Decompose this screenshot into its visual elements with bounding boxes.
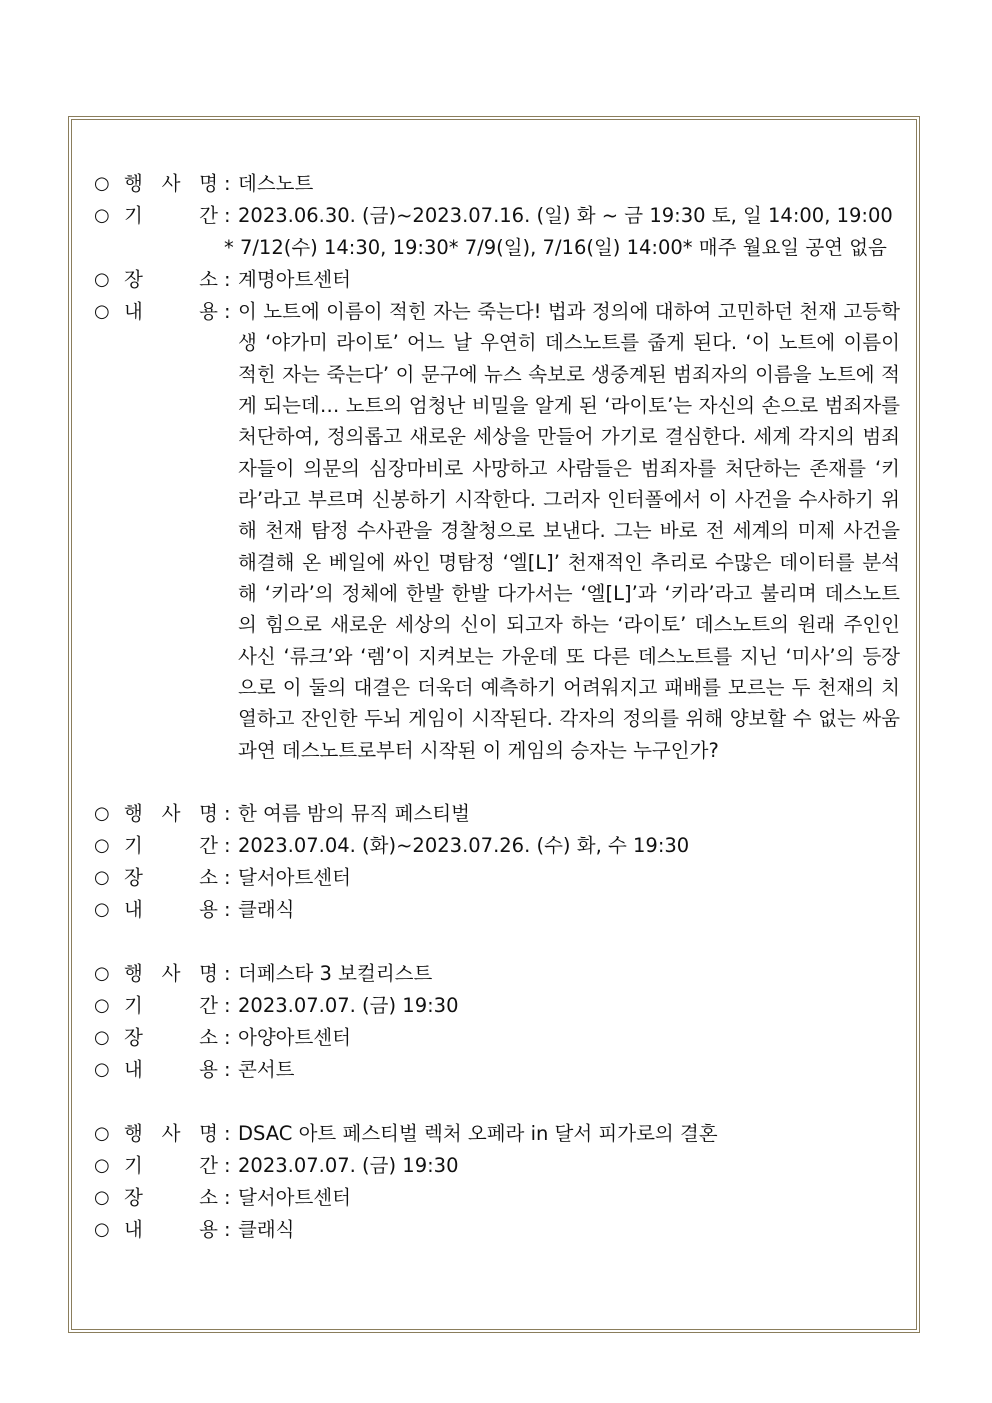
- event-place-row: [94, 862, 900, 894]
- event-place: 달서아트센터: [238, 1186, 352, 1210]
- label-place: 장 소: [124, 866, 218, 890]
- event-1: [94, 168, 900, 766]
- circle-bullet-icon: ○: [94, 963, 110, 985]
- circle-bullet-icon: ○: [94, 1187, 110, 1209]
- circle-bullet-icon: ○: [94, 205, 110, 226]
- colon: :: [224, 1058, 231, 1082]
- label-content: 내 용: [124, 1058, 218, 1082]
- event-name-row: [94, 168, 900, 200]
- colon: :: [224, 1218, 231, 1242]
- event-name-row: [94, 958, 900, 990]
- circle-bullet-icon: ○: [94, 899, 110, 921]
- circle-bullet-icon: ○: [94, 835, 110, 857]
- circle-bullet-icon: ○: [94, 1219, 110, 1241]
- colon: :: [224, 802, 231, 826]
- label-event-name: 행 사 명: [124, 1122, 218, 1146]
- spacer: [94, 1086, 900, 1118]
- label-place: 장 소: [124, 268, 218, 291]
- event-place: 아양아트센터: [238, 1026, 352, 1050]
- label-period: 기 간: [124, 994, 218, 1018]
- event-list: [94, 168, 900, 1246]
- circle-bullet-icon: ○: [94, 1027, 110, 1049]
- circle-bullet-icon: ○: [94, 803, 110, 825]
- event-name: 한 여름 밤의 뮤직 페스티벌: [238, 802, 471, 826]
- colon: :: [224, 962, 231, 986]
- label-content: 내 용: [124, 300, 218, 323]
- label-content: 내 용: [124, 1218, 218, 1242]
- label-content: 내 용: [124, 898, 218, 922]
- colon: :: [224, 1154, 231, 1178]
- event-period: 2023.06.30. (금)~2023.07.16. (일) 화 ~ 금 19:30 토, 일 14:00, 19:00: [238, 204, 893, 227]
- colon: :: [224, 1122, 231, 1146]
- colon: :: [224, 866, 231, 890]
- circle-bullet-icon: ○: [94, 1155, 110, 1177]
- event-place-row: [94, 1182, 900, 1214]
- circle-bullet-icon: ○: [94, 1123, 110, 1145]
- circle-bullet-icon: ○: [94, 867, 110, 889]
- colon: :: [224, 994, 231, 1018]
- label-event-name: 행 사 명: [124, 962, 218, 986]
- event-name: DSAC 아트 페스티벌 렉처 오페라 in 달서 피가로의 결혼: [238, 1122, 718, 1146]
- label-event-name: 행 사 명: [124, 802, 218, 826]
- event-content: 이 노트에 이름이 적힌 자는 죽는다! 법과 정의에 대하여 고민하던 천재 고등학생 ‘야가미 라이토’ 어느 날 우연히 데스노트를 줍게 된다. ‘이 노트에 이름이 적힌 자는 죽는다’ 이 문구에 뉴스 속보로 생중계된 범죄자의 이름을 노트에 적게 되는데… 노트의 엄청난 비밀을 알게 된 ‘라이토’는 자신의 손으로 범죄자를 처단하여, 정의롭고 새로운 세상을 만들어 가기로 결심한다. 세계 각지의 범죄자들이 의문의 심장마비로 사망하고 사람들은 범죄자를 처단하는 존재를 ‘키라’라고 부르며 신봉하기 시작한다. 그러자 인터폴에서 이 사건을 수사하기 위해 천재 탐정 수사관을 경찰청으로 보낸다. 그는 바로 전 세계의 미제 사건을 해결해 온 베일에 싸인 명탐정 ‘엘[L]’ 천재적인 추리로 수많은 데이터를 분석해 ‘키라’의 정체에 한발 한발 다가서는 ‘엘[L]’과 ‘키라’라고 불리며 데스노트의 힘으로 새로운 세상의 신이 되고자 하는 ‘라이토’ 데스노트의 원래 주인인 사신 ‘류크’와 ‘렘’이 지켜보는 가운데 또 다른 데스노트를 지닌 ‘미사’의 등장으로 이 둘의 대결은 더욱더 예측하기 어려워지고 패배를 모르는 두 천재의 치열하고 잔인한 두뇌 게임이 시작된다. 각자의 정의를 위해 양보할 수 없는 싸움 과연 데스노트로부터 시작된 이 게임의 승자는 누구인가?: [238, 300, 900, 762]
- event-place-row: [94, 264, 900, 296]
- event-content: 클래식: [238, 898, 295, 922]
- colon: :: [224, 1186, 231, 1210]
- circle-bullet-icon: ○: [94, 269, 110, 290]
- label-place: 장 소: [124, 1026, 218, 1050]
- event-place-row: [94, 1022, 900, 1054]
- event-content-row: [94, 894, 900, 926]
- event-period-row: [94, 1150, 900, 1182]
- event-period-row: [94, 990, 900, 1022]
- colon: :: [224, 1026, 231, 1050]
- event-content-row: [94, 296, 900, 766]
- label-period: 기 간: [124, 834, 218, 858]
- event-period: 2023.07.07. (금) 19:30: [238, 1154, 459, 1178]
- event-period: 2023.07.07. (금) 19:30: [238, 994, 459, 1018]
- colon: :: [224, 268, 231, 291]
- event-name-row: [94, 1118, 900, 1150]
- event-period-note: * 7/12(수) 14:30, 19:30* 7/9(일), 7/16(일) 14:00* 매주 월요일 공연 없음: [224, 236, 887, 259]
- label-event-name: 행 사 명: [124, 172, 218, 195]
- event-period-row: [94, 830, 900, 862]
- event-period-row: [94, 200, 900, 232]
- event-place: 달서아트센터: [238, 866, 352, 890]
- event-name: 더페스타 3 보컬리스트: [238, 962, 433, 986]
- label-period: 기 간: [124, 204, 218, 227]
- event-place: 계명아트센터: [238, 268, 352, 291]
- circle-bullet-icon: ○: [94, 1059, 110, 1081]
- event-2: [94, 798, 900, 926]
- event-4: [94, 1118, 900, 1246]
- circle-bullet-icon: ○: [94, 173, 110, 194]
- event-period: 2023.07.04. (화)~2023.07.26. (수) 화, 수 19:30: [238, 834, 690, 858]
- event-content: 클래식: [238, 1218, 295, 1242]
- label-place: 장 소: [124, 1186, 218, 1210]
- event-3: [94, 958, 900, 1086]
- spacer: [94, 926, 900, 958]
- event-content-row: [94, 1214, 900, 1246]
- colon: :: [224, 300, 231, 323]
- circle-bullet-icon: ○: [94, 301, 110, 322]
- circle-bullet-icon: ○: [94, 995, 110, 1017]
- colon: :: [224, 898, 231, 922]
- colon: :: [224, 834, 231, 858]
- colon: :: [224, 172, 231, 195]
- event-content: 콘서트: [238, 1058, 295, 1082]
- event-content-row: [94, 1054, 900, 1086]
- event-name: 데스노트: [238, 172, 314, 195]
- label-period: 기 간: [124, 1154, 218, 1178]
- spacer: [94, 766, 900, 798]
- colon: :: [224, 204, 231, 227]
- event-name-row: [94, 798, 900, 830]
